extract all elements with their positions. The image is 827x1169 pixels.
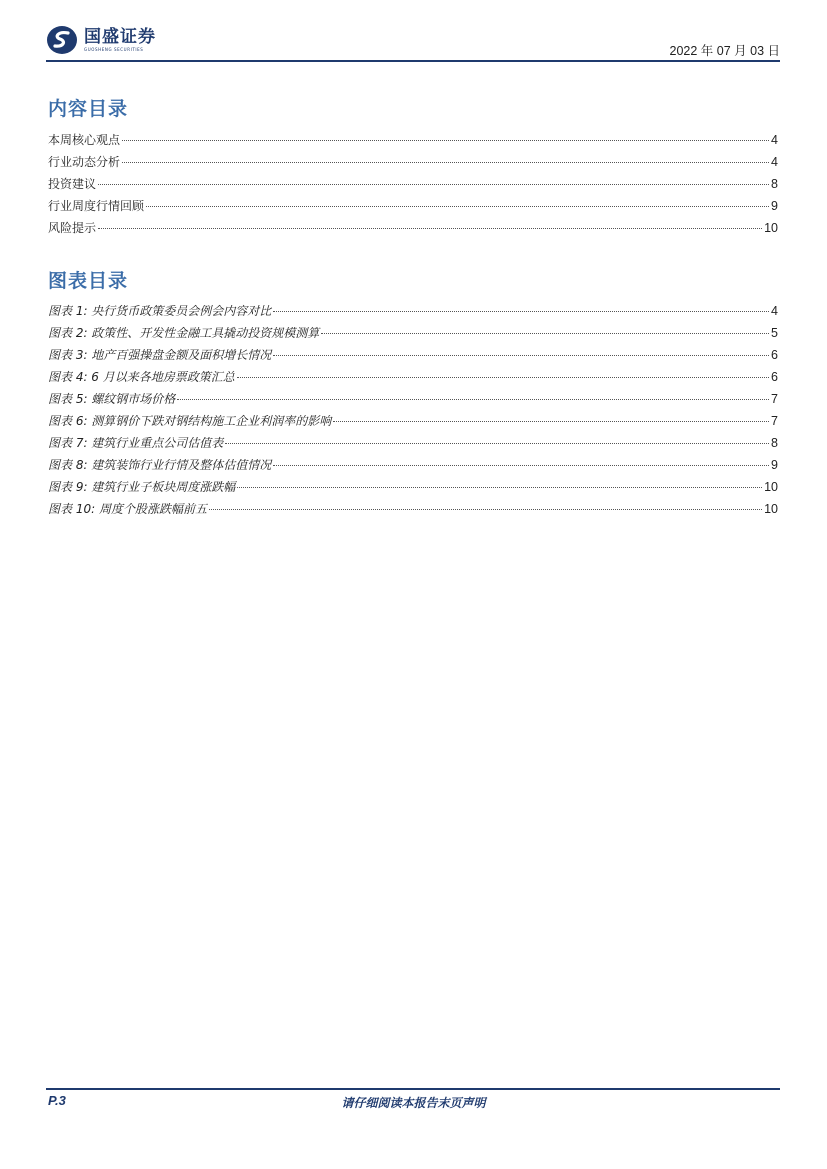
toc-entry-label: 本周核心观点 xyxy=(48,133,121,147)
dot-leader xyxy=(146,206,769,207)
toc-entry[interactable] xyxy=(48,197,778,219)
toc-entry-label: 图表 2: 政策性、开发性金融工具撬动投资规模测算 xyxy=(48,326,320,340)
toc-entry-label: 图表 5: 螺纹钢市场价格 xyxy=(48,392,176,406)
toc-entry[interactable] xyxy=(48,478,778,500)
dot-leader xyxy=(273,311,769,312)
figures-title: 图表目录 xyxy=(48,270,129,292)
dot-leader xyxy=(122,162,769,163)
contents-title: 内容目录 xyxy=(48,98,129,120)
toc-entry-page: 4 xyxy=(771,304,778,318)
dot-leader xyxy=(98,184,769,185)
footer-divider xyxy=(46,1088,780,1090)
dot-leader xyxy=(273,355,769,356)
toc-entry-label: 行业动态分析 xyxy=(48,155,121,169)
guosheng-logo-icon xyxy=(46,25,78,55)
toc-entry-page: 10 xyxy=(764,502,778,516)
dot-leader xyxy=(225,443,769,444)
toc-entry[interactable] xyxy=(48,131,778,153)
dot-leader xyxy=(237,487,762,488)
toc-entry[interactable] xyxy=(48,324,778,346)
dot-leader xyxy=(333,421,769,422)
page-header xyxy=(46,22,780,62)
toc-entry-page: 8 xyxy=(771,177,778,191)
toc-entry-page: 9 xyxy=(771,199,778,213)
header-divider xyxy=(46,60,780,62)
toc-entry-label: 投资建议 xyxy=(48,177,97,191)
toc-entry-page: 10 xyxy=(764,221,778,235)
toc-entry[interactable] xyxy=(48,219,778,241)
toc-entry-page: 6 xyxy=(771,348,778,362)
company-logo xyxy=(46,25,156,55)
disclaimer-note: 请仔细阅读本报告末页声明 xyxy=(341,1096,486,1110)
toc-entry-page: 10 xyxy=(764,480,778,494)
toc-entry-label: 图表 1: 央行货币政策委员会例会内容对比 xyxy=(48,304,272,318)
dot-leader xyxy=(237,377,769,378)
dot-leader xyxy=(98,228,762,229)
toc-entry[interactable] xyxy=(48,390,778,412)
toc-entry-page: 9 xyxy=(771,458,778,472)
dot-leader xyxy=(321,333,769,334)
toc-entry[interactable] xyxy=(48,434,778,456)
report-date: 2022 年 07 月 03 日 xyxy=(669,44,780,58)
toc-entry-label: 图表 9: 建筑行业子板块周度涨跌幅 xyxy=(48,480,236,494)
toc-entry-label: 行业周度行情回顾 xyxy=(48,199,145,213)
toc-entry-label: 图表 7: 建筑行业重点公司估值表 xyxy=(48,436,224,450)
toc-entry-label: 图表 3: 地产百强操盘金额及面积增长情况 xyxy=(48,348,272,362)
toc-entry[interactable] xyxy=(48,456,778,478)
dot-leader xyxy=(209,509,762,510)
toc-entry-page: 7 xyxy=(771,414,778,428)
toc-entry[interactable] xyxy=(48,500,778,522)
toc-entry-label: 图表 4: 6 月以来各地房票政策汇总 xyxy=(48,370,235,384)
toc-entry[interactable] xyxy=(48,153,778,175)
figures-list xyxy=(48,302,778,522)
toc-entry-label: 图表 8: 建筑装饰行业行情及整体估值情况 xyxy=(48,458,272,472)
toc-entry[interactable] xyxy=(48,302,778,324)
toc-entry[interactable] xyxy=(48,368,778,390)
dot-leader xyxy=(122,140,769,141)
toc-entry[interactable] xyxy=(48,175,778,197)
toc-entry-page: 7 xyxy=(771,392,778,406)
toc-entry-label: 图表 10: 周度个股涨跌幅前五 xyxy=(48,502,207,516)
toc-entry[interactable] xyxy=(48,412,778,434)
toc-entry-page: 6 xyxy=(771,370,778,384)
dot-leader xyxy=(273,465,769,466)
dot-leader xyxy=(177,399,769,400)
company-name: 国盛证券 xyxy=(84,27,156,47)
toc-entry-page: 4 xyxy=(771,133,778,147)
contents-list xyxy=(48,131,778,241)
page-number: P.3 xyxy=(48,1093,66,1108)
toc-entry-label: 风险提示 xyxy=(48,221,97,235)
company-name-en: GUOSHENG SECURITIES xyxy=(84,47,144,52)
toc-entry-page: 4 xyxy=(771,155,778,169)
toc-entry-page: 5 xyxy=(771,326,778,340)
toc-entry-page: 8 xyxy=(771,436,778,450)
toc-entry-label: 图表 6: 测算钢价下跌对钢结构施工企业利润率的影响 xyxy=(48,414,332,428)
toc-entry[interactable] xyxy=(48,346,778,368)
